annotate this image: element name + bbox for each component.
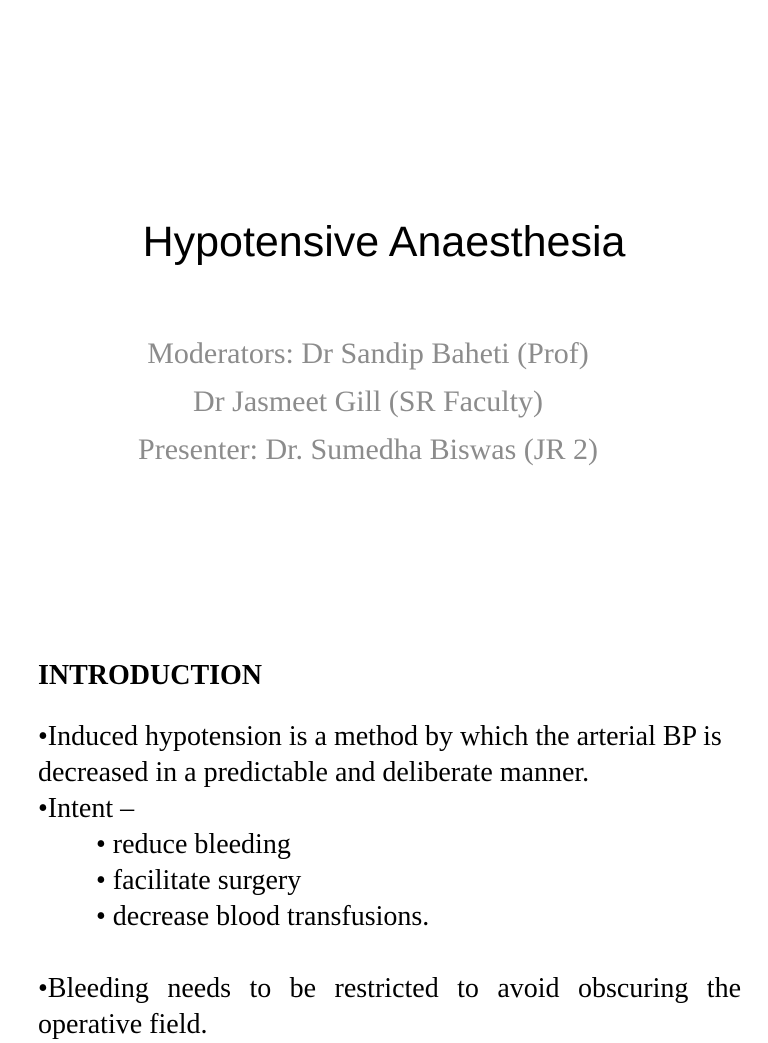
intent-list xyxy=(38,827,741,935)
intent-item-reduce-bleeding: • reduce bleeding xyxy=(96,829,291,860)
intent-label: •Intent – xyxy=(38,793,135,824)
definition-paragraph: •Induced hypotension is a method by which the arterial BP is decreased in a predictable and deliberate manner. xyxy=(38,721,722,788)
credits-block xyxy=(0,331,736,475)
moderator-line-2: Dr Jasmeet Gill (SR Faculty) xyxy=(193,385,543,418)
intent-item-decrease-transfusions: • decrease blood transfusions. xyxy=(96,901,430,932)
presenter-line: Presenter: Dr. Sumedha Biswas (JR 2) xyxy=(138,433,598,466)
section-heading: INTRODUCTION xyxy=(38,660,263,691)
bleeding-paragraph: •Bleeding needs to be restricted to avoid obscuring the operative field. xyxy=(38,973,741,1040)
intro-content xyxy=(38,719,741,1043)
slide-title: Hypotensive Anaesthesia xyxy=(142,218,626,266)
intent-item-facilitate-surgery: • facilitate surgery xyxy=(96,865,302,896)
paragraph-spacer xyxy=(38,935,741,971)
moderator-line-1: Moderators: Dr Sandip Baheti (Prof) xyxy=(147,337,589,370)
